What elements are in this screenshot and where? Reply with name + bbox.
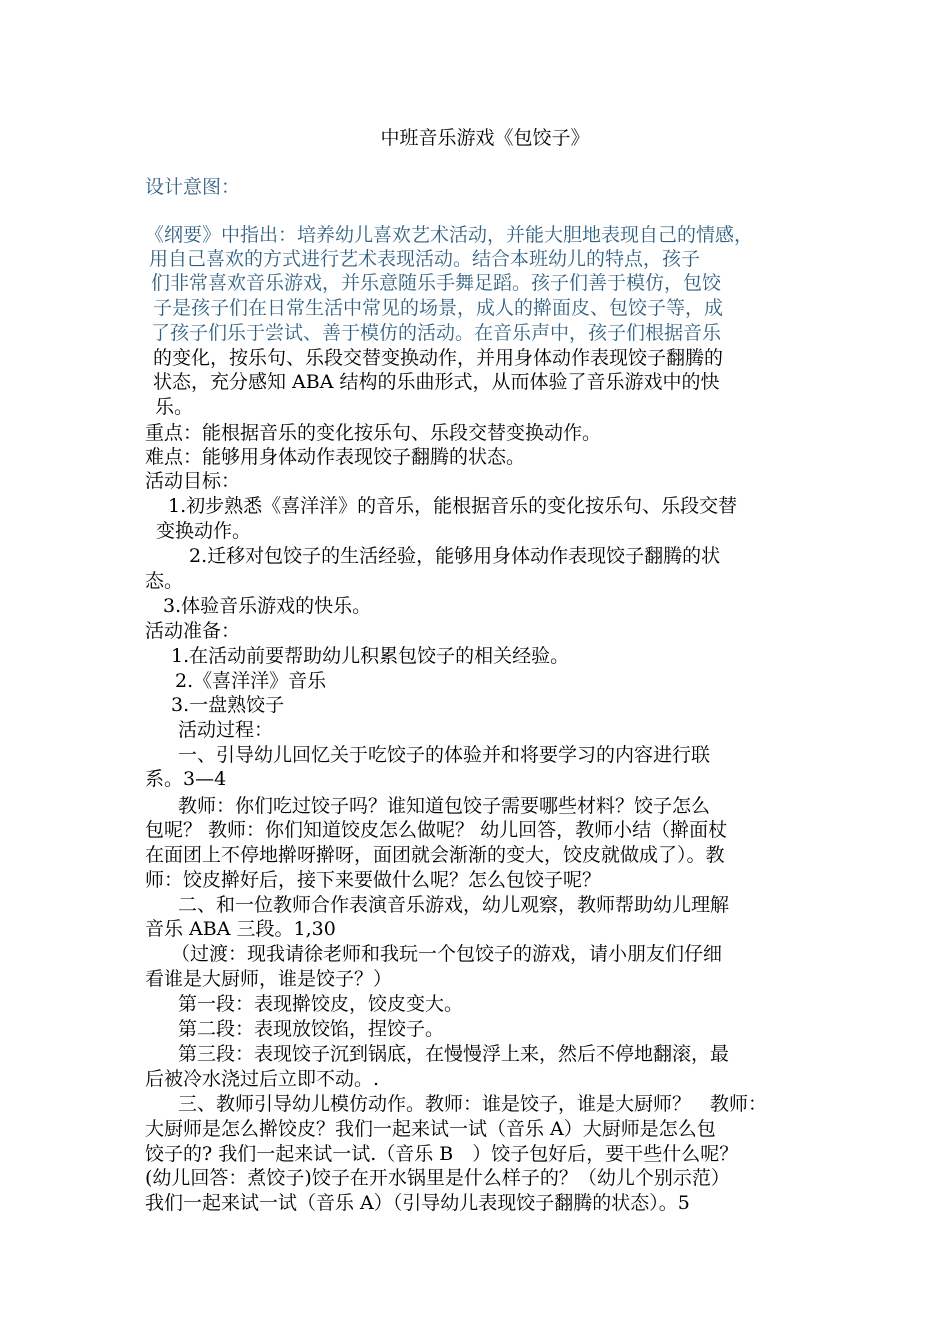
process-heading: 活动过程： <box>178 719 274 741</box>
process-line: （过渡：现我请徐老师和我玩一个包饺子的游戏，请小朋友们仔细 <box>171 943 723 965</box>
process-line: 饺子的? 我们一起来试一试.（音乐 B ）饺子包好后，要干些什么呢？ <box>145 1143 739 1165</box>
goal-item: 3.体验音乐游戏的快乐。 <box>163 595 372 617</box>
design-line: 《纲要》中指出：培养幼儿喜欢艺术活动，并能大胆地表现自己的情感， <box>145 224 754 246</box>
process-line: 包呢？ 教师：你们知道饺皮怎么做呢？ 幼儿回答，教师小结（擀面杖 <box>145 819 728 841</box>
prep-item: 1.在活动前要帮助幼儿积累包饺子的相关经验。 <box>171 645 570 667</box>
process-line: 在面团上不停地擀呀擀呀，面团就会渐渐的变大，饺皮就做成了）。教 <box>145 844 725 866</box>
goal-item: 变换动作。 <box>156 520 252 542</box>
goal-item: 态。 <box>145 570 184 592</box>
design-heading: 设计意图： <box>145 176 241 198</box>
design-line: 乐。 <box>155 396 194 418</box>
process-line: 看谁是大厨师，谁是饺子？） <box>145 968 393 990</box>
goal-item: 1.初步熟悉《喜洋洋》的音乐，能根据音乐的变化按乐句、乐段交替 <box>168 495 738 517</box>
process-line: 大厨师是怎么擀饺皮？我们一起来试一试（音乐 A）大厨师是怎么包 <box>145 1118 716 1140</box>
process-line: 我们一起来试一试（音乐 A）（引导幼儿表现饺子翻腾的状态）。5 <box>145 1192 690 1214</box>
process-line: 三、教师引导幼儿模仿动作。教师：谁是饺子，谁是大厨师？ 教师： <box>178 1093 768 1115</box>
goals-heading: 活动目标： <box>145 470 241 492</box>
page-title: 中班音乐游戏《包饺子》 <box>380 127 590 149</box>
difficulty: 难点：能够用身体动作表现饺子翻腾的状态。 <box>145 446 526 468</box>
prep-item: 3.一盘熟饺子 <box>171 694 285 716</box>
design-line: 了孩子们乐于尝试、善于模仿的活动。在音乐声中，孩子们根据音乐 <box>151 322 722 344</box>
design-line: 的变化，按乐句、乐段交替变换动作，并用身体动作表现饺子翻腾的 <box>153 347 724 369</box>
design-line: 状态，充分感知 ABA 结构的乐曲形式，从而体验了音乐游戏中的快 <box>153 371 720 393</box>
process-line: 一、引导幼儿回忆关于吃饺子的体验并和将要学习的内容进行联 <box>178 744 711 766</box>
key-point: 重点：能根据音乐的变化按乐句、乐段交替变换动作。 <box>145 422 602 444</box>
process-line: 第三段：表现饺子沉到锅底，在慢慢浮上来，然后不停地翻滚，最 <box>178 1043 730 1065</box>
process-line: 第二段：表现放饺馅，捏饺子。 <box>178 1018 445 1040</box>
process-line: 师：饺皮擀好后，接下来要做什么呢？怎么包饺子呢？ <box>145 869 602 891</box>
process-line: 后被冷水浇过后立即不动。. <box>145 1068 380 1090</box>
goal-item: 2.迁移对包饺子的生活经验，能够用身体动作表现饺子翻腾的状 <box>189 545 721 567</box>
design-line: 子是孩子们在日常生活中常见的场景，成人的擀面皮、包饺子等，成 <box>153 297 724 319</box>
process-line: 教师：你们吃过饺子吗？谁知道包饺子需要哪些材料？饺子怎么 <box>178 795 711 817</box>
design-line: 用自己喜欢的方式进行艺术表现活动。结合本班幼儿的特点，孩子 <box>149 248 701 270</box>
design-line: 们非常喜欢音乐游戏，并乐意随乐手舞足蹈。孩子们善于模仿，包饺 <box>151 272 722 294</box>
process-line: (幼儿回答：煮饺子)饺子在开水锅里是什么样子的？（幼儿个别示范） <box>145 1167 730 1189</box>
prep-item: 2.《喜洋洋》音乐 <box>175 670 327 692</box>
process-line: 音乐 ABA 三段。1,30 <box>145 918 336 940</box>
process-line: 系。3—4 <box>145 768 227 790</box>
process-line: 二、和一位教师合作表演音乐游戏，幼儿观察，教师帮助幼儿理解 <box>178 894 730 916</box>
prep-heading: 活动准备： <box>145 620 241 642</box>
process-line: 第一段：表现擀饺皮，饺皮变大。 <box>178 993 464 1015</box>
